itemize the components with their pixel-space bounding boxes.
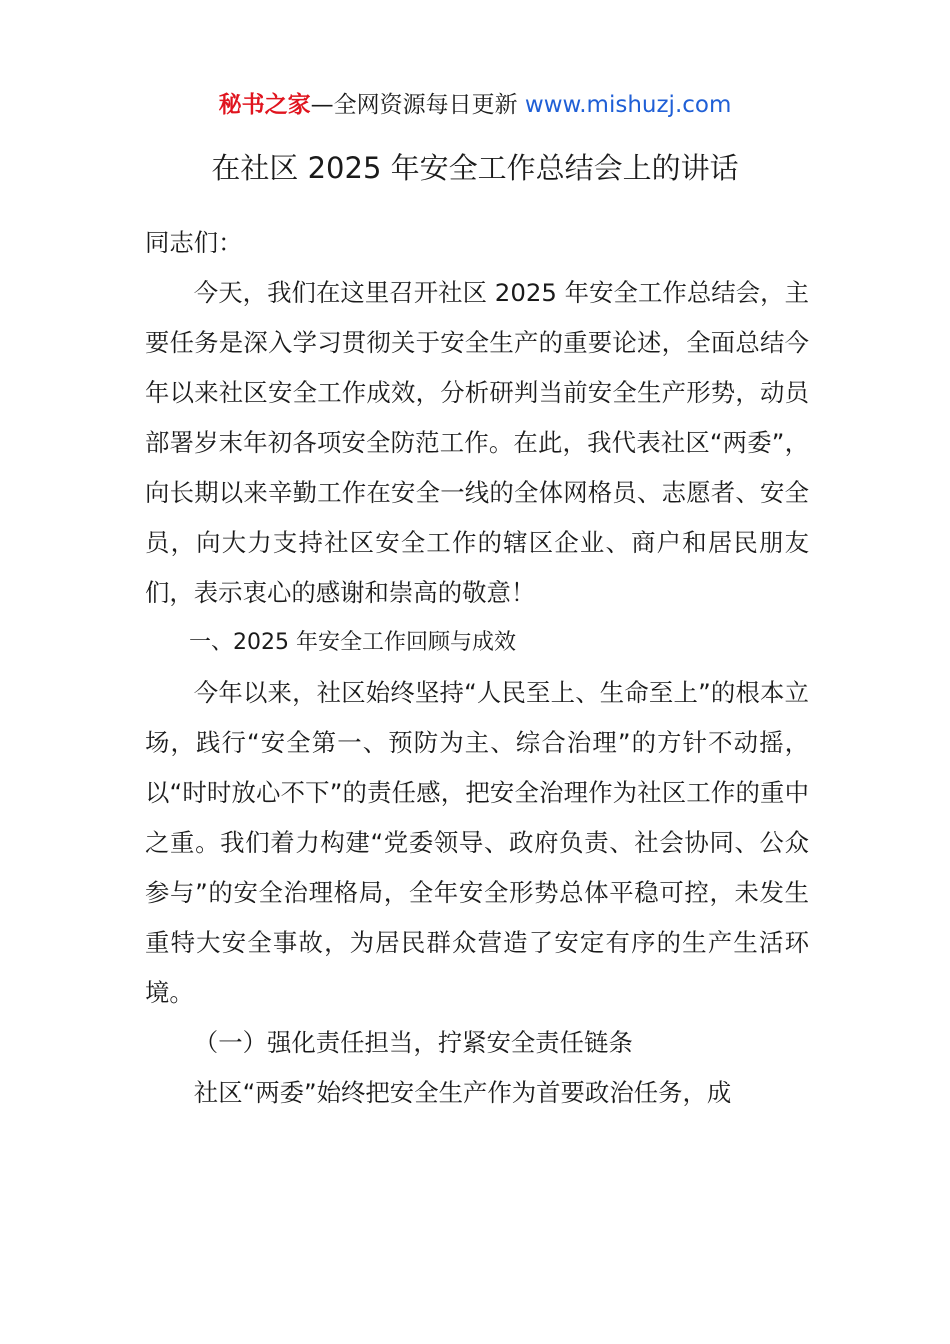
site-header <box>0 88 950 122</box>
salutation: 同志们： <box>145 228 243 257</box>
site-url-link[interactable]: www.mishuzj.com <box>524 92 732 118</box>
document-title: 在社区 2025 年安全工作总结会上的讲话 <box>211 151 739 185</box>
brand-name: 秘书之家 <box>218 92 311 118</box>
subsection-paragraph: 社区“两委”始终把安全生产作为首要政治任务，成 <box>193 1078 732 1107</box>
section-heading: 一、2025 年安全工作回顾与成效 <box>189 630 516 655</box>
intro-paragraph: 今天，我们在这里召开社区 2025 年安全工作总结会，主要任务是深入学习贯彻关于安全生产的重要论述，全面总结今年以来社区安全工作成效，分析研判当前安全生产形势，动员部署岁末年初各项安全防范工作。在此，我代表社区“两委”，向长期以来辛勤工作在安全一线的全体网格员、志愿者、安全员，向大力支持社区安全工作的辖区企业、商户和居民朋友们，表示衷心的感谢和崇高的敬意！ <box>145 278 809 607</box>
header-tagline: —全网资源每日更新 <box>310 92 525 118</box>
section-paragraph: 今年以来，社区始终坚持“人民至上、生命至上”的根本立场，践行“安全第一、预防为主、综合治理”的方针不动摇，以“时时放心不下”的责任感，把安全治理作为社区工作的重中之重。我们着力构建“党委领导、政府负责、社会协同、公众参与”的安全治理格局，全年安全形势总体平稳可控，未发生重特大安全事故，为居民群众营造了安定有序的生产生活环境。 <box>145 678 809 1007</box>
subsection-heading: （一）强化责任担当，拧紧安全责任链条 <box>193 1028 633 1057</box>
document-body <box>145 218 809 1118</box>
